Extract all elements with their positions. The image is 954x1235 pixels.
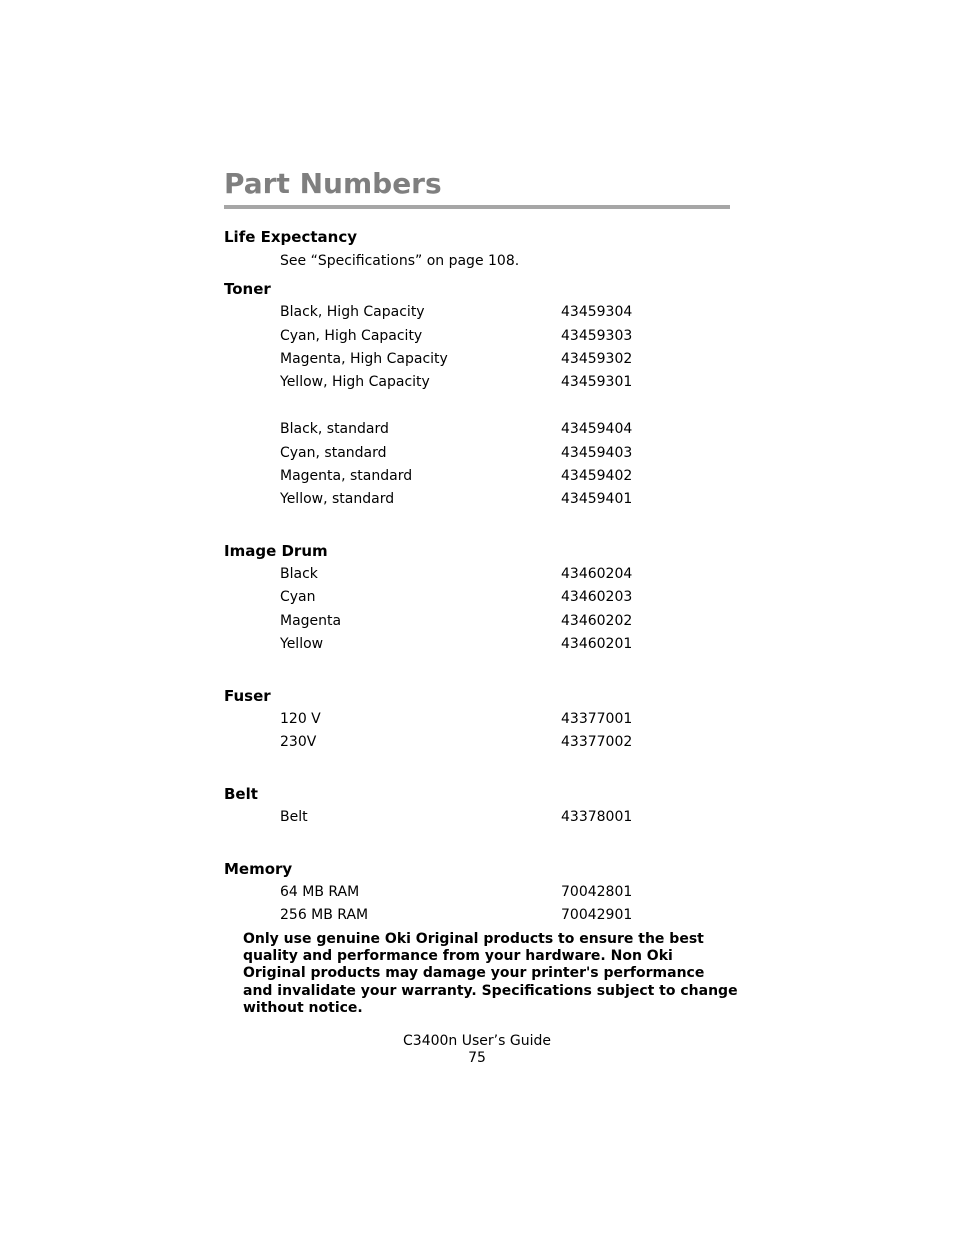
part-name: 64 MB RAM xyxy=(280,884,360,900)
footer-guide-title: C3400n User’s Guide xyxy=(403,1033,551,1049)
part-name: 230V xyxy=(280,734,317,750)
part-name: Yellow, High Capacity xyxy=(280,374,430,390)
part-name: Magenta, standard xyxy=(280,468,413,484)
section-heading-toner: Toner xyxy=(224,280,271,298)
part-number: 70042801 xyxy=(561,884,633,900)
fuser-row-120v xyxy=(0,710,954,728)
part-name: Magenta xyxy=(280,613,342,629)
part-name: Cyan, High Capacity xyxy=(280,328,423,344)
toner-row-magenta-high xyxy=(0,350,954,368)
section-heading-life-expectancy: Life Expectancy xyxy=(224,228,357,246)
part-number: 43460202 xyxy=(561,613,633,629)
part-number: 43459404 xyxy=(561,421,633,437)
part-name: Magenta, High Capacity xyxy=(280,351,448,367)
part-number: 43377001 xyxy=(561,711,633,727)
toner-row-cyan-high xyxy=(0,327,954,345)
part-name: Black, standard xyxy=(280,421,389,437)
toner-row-cyan-standard xyxy=(0,444,954,462)
part-name: Cyan, standard xyxy=(280,445,387,461)
part-name: Black, High Capacity xyxy=(280,304,425,320)
part-number: 43459302 xyxy=(561,351,633,367)
genuine-products-note: Only use genuine Oki Original products to ensure the best quality and performance from your hardware. Non Oki Original products may damage your printer's performance and invalidate your warranty. Specifications subject to change without notice. xyxy=(243,931,738,1016)
drum-row-yellow xyxy=(0,635,954,653)
toner-row-yellow-high xyxy=(0,373,954,391)
part-number: 43460204 xyxy=(561,566,633,582)
section-heading-belt: Belt xyxy=(224,785,258,803)
part-name: Belt xyxy=(280,809,308,825)
part-name: 256 MB RAM xyxy=(280,907,369,923)
toner-row-yellow-standard xyxy=(0,490,954,508)
section-heading-memory: Memory xyxy=(224,860,293,878)
part-number: 43459303 xyxy=(561,328,633,344)
drum-row-magenta xyxy=(0,612,954,630)
toner-row-magenta-standard xyxy=(0,467,954,485)
section-heading-image-drum: Image Drum xyxy=(224,542,328,560)
part-name: Yellow, standard xyxy=(280,491,395,507)
toner-row-black-standard xyxy=(0,420,954,438)
memory-row-64mb xyxy=(0,883,954,901)
part-number: 43459301 xyxy=(561,374,633,390)
part-name: Yellow xyxy=(280,636,324,652)
life-expectancy-reference xyxy=(0,252,954,270)
part-name: Cyan xyxy=(280,589,316,605)
toner-row-black-high xyxy=(0,303,954,321)
page-title: Part Numbers xyxy=(224,167,442,200)
life-expectancy-text: See “Specifications” on page 108. xyxy=(280,253,520,269)
part-name: 120 V xyxy=(280,711,321,727)
part-number: 43377002 xyxy=(561,734,633,750)
part-number: 43459402 xyxy=(561,468,633,484)
footer-page-number: 75 xyxy=(468,1050,486,1066)
fuser-row-230v xyxy=(0,733,954,751)
belt-row xyxy=(0,808,954,826)
title-rule xyxy=(224,205,730,209)
part-number: 43460203 xyxy=(561,589,633,605)
drum-row-black xyxy=(0,565,954,583)
part-number: 43378001 xyxy=(561,809,633,825)
part-name: Black xyxy=(280,566,318,582)
part-number: 43459403 xyxy=(561,445,633,461)
drum-row-cyan xyxy=(0,588,954,606)
part-number: 43459401 xyxy=(561,491,633,507)
part-number: 70042901 xyxy=(561,907,633,923)
memory-row-256mb xyxy=(0,906,954,924)
part-number: 43460201 xyxy=(561,636,633,652)
section-heading-fuser: Fuser xyxy=(224,687,271,705)
part-number: 43459304 xyxy=(561,304,633,320)
